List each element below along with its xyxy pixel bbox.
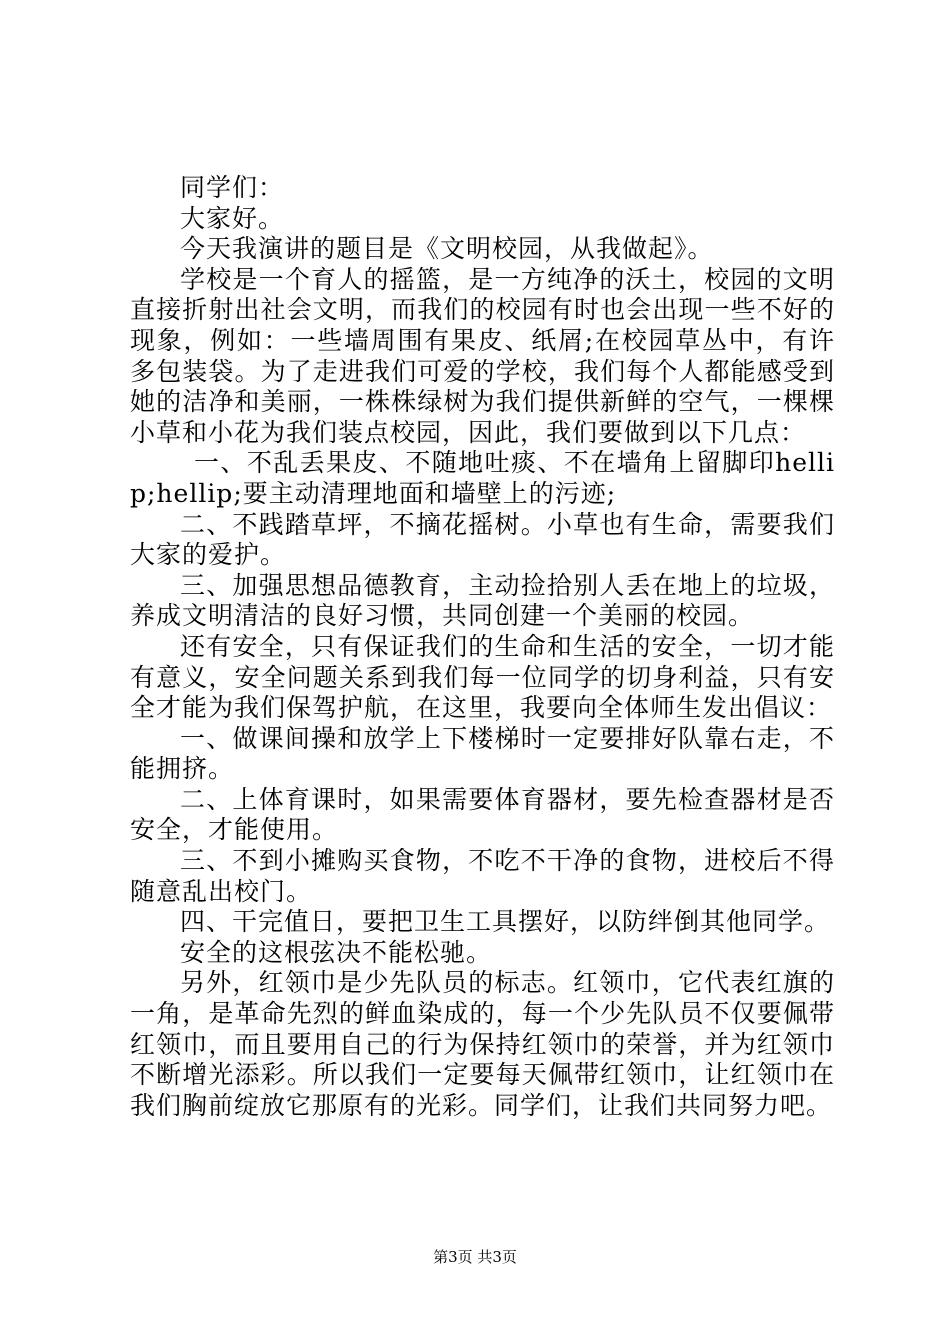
page-number-label: 第3页 共3页 xyxy=(433,1248,517,1266)
page-footer xyxy=(0,1247,950,1267)
paragraph-rule-1: 一、不乱丢果皮、不随地吐痰、不在墙角上留脚印hellip;hellip;要主动清理地面和墙壁上的污迹; xyxy=(130,448,835,508)
greeting: 大家好。 xyxy=(180,203,285,233)
paragraph-rule-3: 三、加强思想品德教育，主动捡拾别人丢在地上的垃圾，养成文明清洁的良好习惯，共同创建一个美丽的校园。 xyxy=(130,570,835,631)
paragraph-safety-closing: 安全的这根弦决不能松驰。 xyxy=(180,937,493,967)
speech-topic: 今天我演讲的题目是《文明校园，从我做起》。 xyxy=(180,234,714,264)
salutation: 同学们： xyxy=(180,173,285,202)
speech-body xyxy=(130,173,835,1121)
paragraph-red-scarf: 另外，红领巾是少先队员的标志。红领巾，它代表红旗的一角，是革命先烈的鲜血染成的，每一个少先队员不仅要佩带红领巾，而且要用自己的行为保持红领巾的荣誉，并为红领巾不断增光添彩。所以我们一定要每天佩带红领巾，让红领巾在我们胸前绽放它那原有的光彩。同学们，让我们共同努力吧。 xyxy=(130,968,835,1120)
paragraph-safety-4: 四、干完值日，要把卫生工具摆好，以防绊倒其他同学。 xyxy=(180,907,831,937)
paragraph-rule-2: 二、不践踏草坪，不摘花摇树。小草也有生命，需要我们大家的爱护。 xyxy=(130,509,835,570)
paragraph-safety-intro: 还有安全，只有保证我们的生命和生活的安全，一切才能有意义，安全问题关系到我们每一位同学的切身利益，只有安全才能为我们保驾护航，在这里，我要向全体师生发出倡议： xyxy=(130,631,835,723)
paragraph-safety-3: 三、不到小摊购买食物，不吃不干净的食物，进校后不得随意乱出校门。 xyxy=(130,846,835,906)
paragraph-safety-2: 二、上体育课时，如果需要体育器材，要先检查器材是否安全，才能使用。 xyxy=(130,784,835,845)
paragraph-school-intro: 学校是一个育人的摇篮，是一方纯净的沃土，校园的文明直接折射出社会文明，而我们的校园有时也会出现一些不好的现象，例如：一些墙周围有果皮、纸屑;在校园草丛中，有许多包装袋。为了走进我们可爱的学校，我们每个人都能感受到她的洁净和美丽，一株株绿树为我们提供新鲜的空气，一棵棵小草和小花为我们装点校园，因此，我们要做到以下几点： xyxy=(130,264,835,447)
paragraph-safety-1: 一、做课间操和放学上下楼梯时一定要排好队靠右走，不能拥挤。 xyxy=(130,723,835,784)
